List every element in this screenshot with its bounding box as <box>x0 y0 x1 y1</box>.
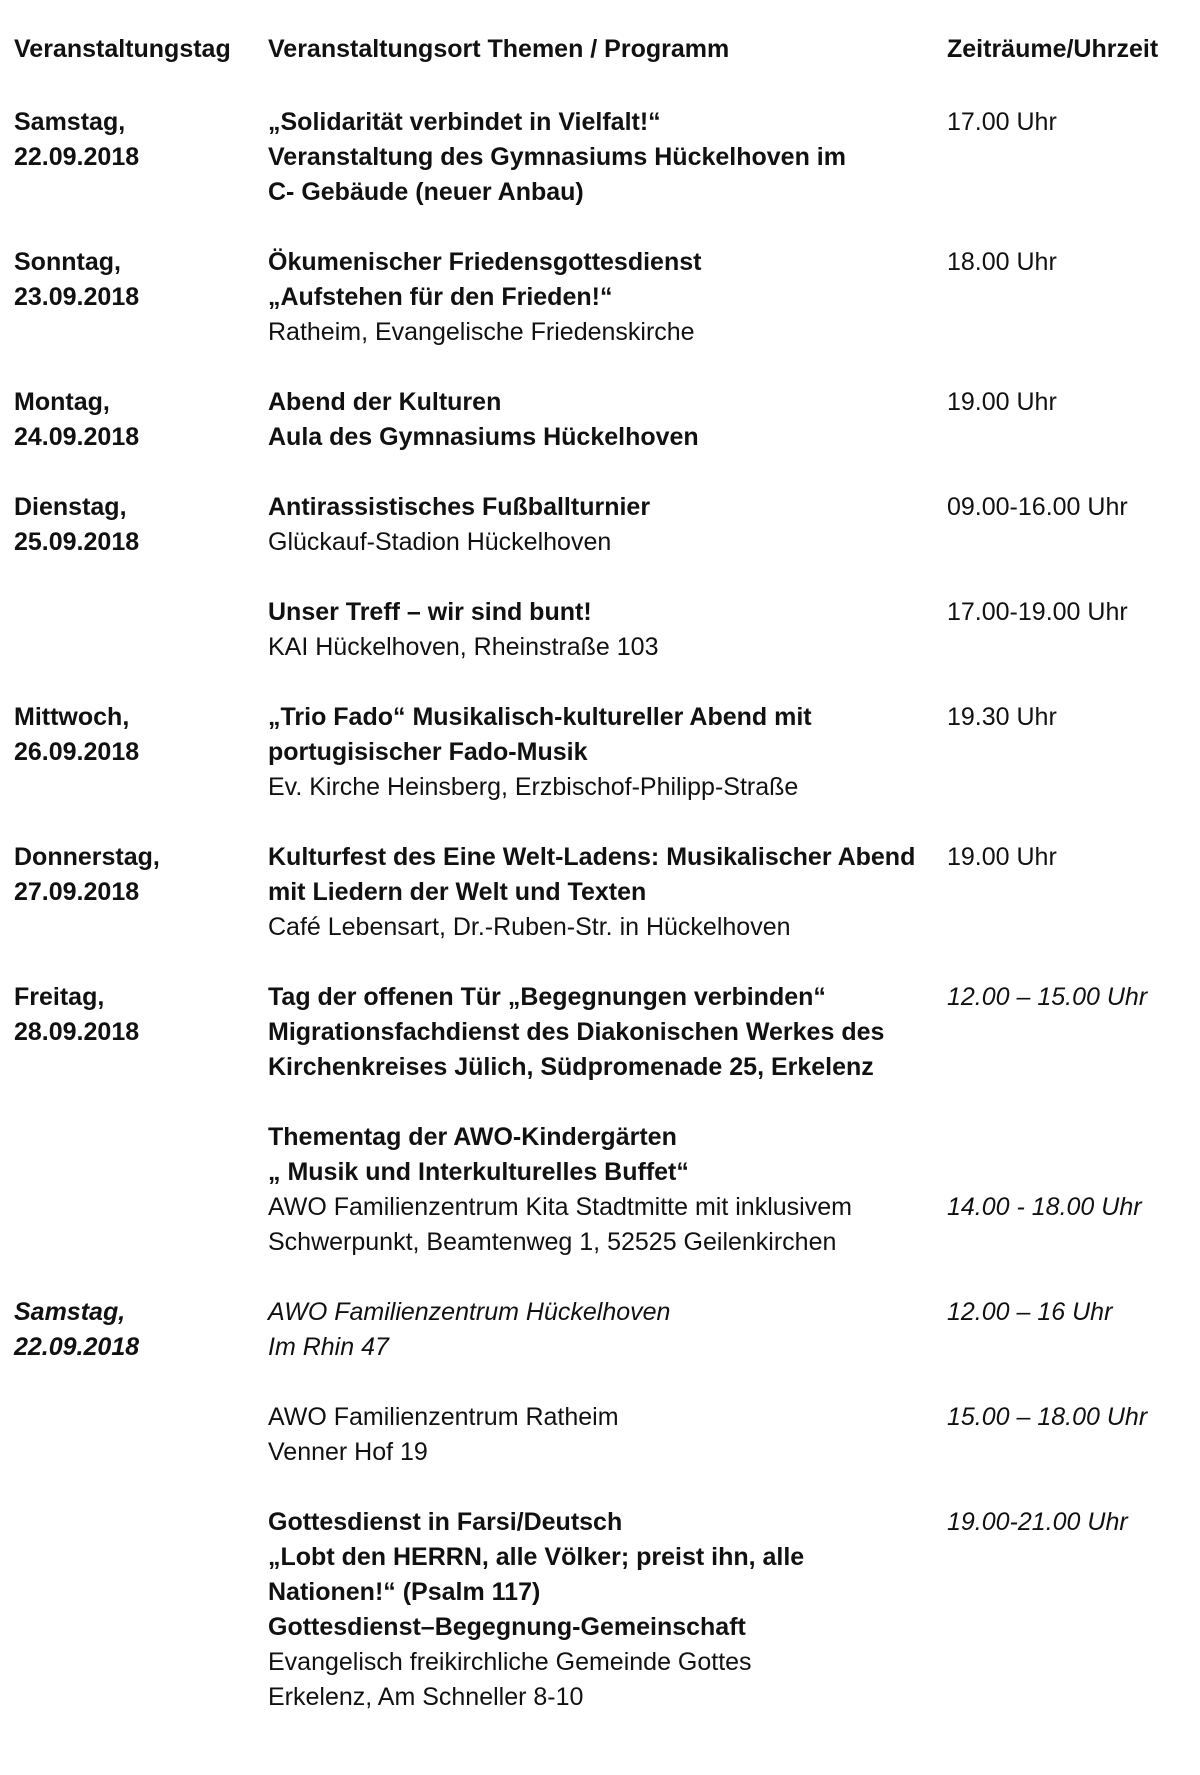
header-time: Zeiträume/Uhrzeit <box>947 35 1159 63</box>
event-program <box>268 840 928 945</box>
event-location: KAI Hückelhoven, Rheinstraße 103 <box>268 633 659 661</box>
event-program <box>268 700 928 805</box>
date: 28.09.2018 <box>14 1018 140 1046</box>
event-subtitle: „Aufstehen für den Frieden!“ <box>268 283 613 311</box>
event-day <box>14 1295 259 1365</box>
event-day <box>14 700 259 770</box>
weekday: Samstag, <box>14 1298 126 1326</box>
weekday: Donnerstag, <box>14 843 160 871</box>
event-location: Venner Hof 19 <box>268 1438 428 1466</box>
event-location: Kirchenkreises Jülich, Südpromenade 25, Erkelenz <box>268 1053 874 1081</box>
event-title: Antirassistisches Fußballturnier <box>268 493 651 521</box>
weekday: Mittwoch, <box>14 703 130 731</box>
event-location: Café Lebensart, Dr.-Ruben-Str. in Hückelhoven <box>268 913 791 941</box>
event-location: Glückauf-Stadion Hückelhoven <box>268 528 612 556</box>
event-title: Gottesdienst in Farsi/Deutsch <box>268 1508 623 1536</box>
event-subtitle: „Lobt den HERRN, alle Völker; preist ihn, alle <box>268 1543 805 1571</box>
event-location: Im Rhin 47 <box>268 1333 389 1361</box>
date: 26.09.2018 <box>14 738 140 766</box>
event-program <box>268 385 928 455</box>
header-day: Veranstaltungstag <box>14 35 231 63</box>
event-day <box>14 385 259 455</box>
event-detail: Veranstaltung des Gymnasiums Hückelhoven im <box>268 143 846 171</box>
event-location: AWO Familienzentrum Ratheim <box>268 1403 619 1431</box>
date: 23.09.2018 <box>14 283 140 311</box>
event-location: AWO Familienzentrum Kita Stadtmitte mit inklusivem <box>268 1193 852 1221</box>
event-program <box>268 245 928 350</box>
event-detail: mit Liedern der Welt und Texten <box>268 878 647 906</box>
event-time: 17.00-19.00 Uhr <box>947 598 1128 626</box>
table-header <box>0 35 1200 69</box>
event-time: 12.00 – 16 Uhr <box>947 1298 1113 1326</box>
event-subtitle: Nationen!“ (Psalm 117) <box>268 1578 541 1606</box>
event-detail: Gottesdienst–Begegnung-Gemeinschaft <box>268 1613 746 1641</box>
event-location: Ev. Kirche Heinsberg, Erzbischof-Philipp-Straße <box>268 773 799 801</box>
event-location: Schwerpunkt, Beamtenweg 1, 52525 Geilenkirchen <box>268 1228 837 1256</box>
weekday: Montag, <box>14 388 110 416</box>
event-time: 19.00 Uhr <box>947 843 1057 871</box>
weekday: Samstag, <box>14 108 126 136</box>
event-program <box>268 105 928 210</box>
weekday: Sonntag, <box>14 248 121 276</box>
event-day <box>14 245 259 315</box>
event-day <box>14 980 259 1050</box>
event-time: 12.00 – 15.00 Uhr <box>947 983 1148 1011</box>
event-program <box>268 1505 928 1715</box>
header-program: Veranstaltungsort Themen / Programm <box>268 35 730 63</box>
weekday: Freitag, <box>14 983 105 1011</box>
event-time: 19.00 Uhr <box>947 388 1057 416</box>
event-time: 18.00 Uhr <box>947 248 1057 276</box>
date: 22.09.2018 <box>14 1333 140 1361</box>
event-title: Thementag der AWO-Kindergärten <box>268 1123 677 1151</box>
event-time: 14.00 - 18.00 Uhr <box>947 1193 1142 1221</box>
event-title: Abend der Kulturen <box>268 388 502 416</box>
event-detail: Migrationsfachdienst des Diakonischen Werkes des <box>268 1018 885 1046</box>
event-time: 19.00-21.00 Uhr <box>947 1508 1128 1536</box>
event-detail: C- Gebäude (neuer Anbau) <box>268 178 584 206</box>
event-title: Unser Treff – wir sind bunt! <box>268 598 592 626</box>
event-day <box>14 490 259 560</box>
date: 25.09.2018 <box>14 528 140 556</box>
date: 24.09.2018 <box>14 423 140 451</box>
event-detail: portugisischer Fado-Musik <box>268 738 588 766</box>
event-time: 19.30 Uhr <box>947 703 1057 731</box>
event-day <box>14 105 259 175</box>
date: 22.09.2018 <box>14 143 140 171</box>
event-day <box>14 840 259 910</box>
event-title: „Trio Fado“ Musikalisch-kultureller Abend mit <box>268 703 812 731</box>
event-time: 15.00 – 18.00 Uhr <box>947 1403 1148 1431</box>
event-program <box>268 490 928 560</box>
event-time: 09.00-16.00 Uhr <box>947 493 1128 521</box>
event-time: 17.00 Uhr <box>947 108 1057 136</box>
event-title: Kulturfest des Eine Welt-Ladens: Musikalischer Abend <box>268 843 916 871</box>
event-program <box>268 1400 928 1470</box>
event-location: Evangelisch freikirchliche Gemeinde Gottes <box>268 1648 752 1676</box>
event-program <box>268 595 928 665</box>
event-program <box>268 980 928 1085</box>
event-title: Ökumenischer Friedensgottesdienst <box>268 248 702 276</box>
event-title: „Solidarität verbindet in Vielfalt!“ <box>268 108 661 136</box>
event-title: Tag der offenen Tür „Begegnungen verbinden“ <box>268 983 826 1011</box>
weekday: Dienstag, <box>14 493 127 521</box>
event-location: AWO Familienzentrum Hückelhoven <box>268 1298 671 1326</box>
event-program <box>268 1120 928 1260</box>
event-location: Aula des Gymnasiums Hückelhoven <box>268 423 699 451</box>
event-subtitle: „ Musik und Interkulturelles Buffet“ <box>268 1158 689 1186</box>
date: 27.09.2018 <box>14 878 140 906</box>
event-location: Ratheim, Evangelische Friedenskirche <box>268 318 695 346</box>
event-location: Erkelenz, Am Schneller 8-10 <box>268 1683 584 1711</box>
event-program <box>268 1295 928 1365</box>
